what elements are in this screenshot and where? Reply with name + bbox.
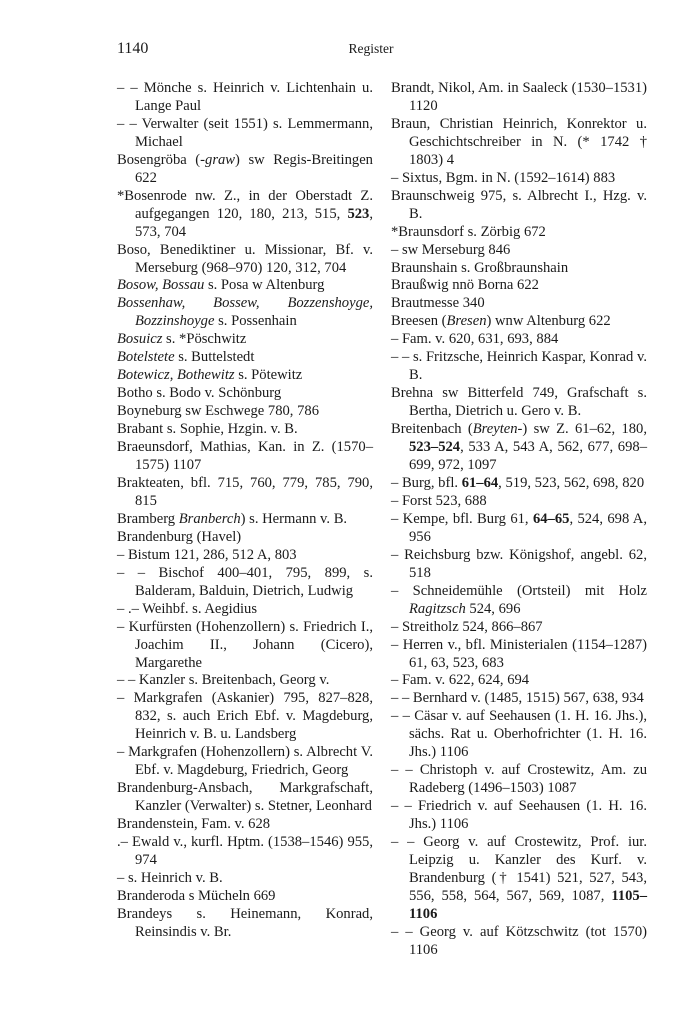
index-entry: – – Bernhard v. (1485, 1515) 567, 638, 934 [391, 690, 644, 707]
index-entry: – Markgrafen (Askanier) 795, 827–828, 832, s. auch Erich Ebf. v. Magdeburg, Heinrich v. B. u. Landsberg [117, 690, 373, 743]
index-entry: Braun, Christian Heinrich, Konrektor u. Geschichtschreiber in N. (* 1742 † 1803) 4 [391, 115, 647, 168]
index-entry: – Sixtus, Bgm. in N. (1592–1614) 883 [391, 169, 616, 186]
index-entry: Breesen (Bresen) wnw Altenburg 622 [391, 313, 611, 330]
index-entry: Braußwig nnö Borna 622 [391, 277, 539, 294]
index-entry: *Braunsdorf s. Zörbig 672 [391, 223, 546, 240]
index-entry: Brabant s. Sophie, Hzgin. v. B. [117, 421, 298, 438]
index-entry: – Fam. v. 620, 631, 693, 884 [391, 331, 559, 348]
index-entry: Branderoda s Mücheln 669 [117, 887, 276, 904]
index-entry: Braunschweig 975, s. Albrecht I., Hzg. v. B. [391, 187, 647, 222]
index-entry: – – Verwalter (seit 1551) s. Lemmermann, Michael [117, 115, 373, 150]
index-entry: – Kurfürsten (Hohenzollern) s. Friedrich I., Joachim II., Johann (Cicero), Margarethe [117, 618, 373, 671]
index-entry: – .– Weihbf. s. Aegidius [117, 600, 258, 617]
index-entry: Brautmesse 340 [391, 295, 485, 312]
index-entry: Brandt, Nikol, Am. in Saaleck (1530–1531) 1120 [391, 80, 647, 114]
index-entry: Botewicz, Bothewitz s. Pötewitz [117, 367, 303, 384]
running-head: Register [348, 41, 394, 56]
index-entry: Brehna sw Bitterfeld 749, Grafschaft s. Bertha, Dietrich u. Gero v. B. [391, 385, 647, 420]
index-entry: Breitenbach (Breyten-) sw Z. 61–62, 180, 523–524, 533 A, 543 A, 562, 677, 698–699, 972, 1097 [391, 421, 647, 474]
index-entry: – – Georg v. auf Crostewitz, Prof. iur. Leipzig u. Kanzler des Kurf. v. Brandenburg († 1541) 521, 527, 543, 556, 558, 564, 567, 569, 1087, 1105–1106 [391, 834, 647, 922]
page-header [117, 40, 625, 62]
index-entry: – Reichsburg bzw. Königshof, angebl. 62, 518 [391, 546, 647, 581]
index-entry: Brakteaten, bfl. 715, 760, 779, 785, 790, 815 [117, 474, 373, 509]
page-number: 1140 [117, 40, 149, 57]
index-entry: – – Mönche s. Heinrich v. Lichtenhain u. Lange Paul [117, 80, 373, 114]
index-entry: – – Friedrich v. auf Seehausen (1. H. 16. Jhs.) 1106 [391, 798, 647, 833]
index-entry: – sw Merseburg 846 [391, 241, 511, 258]
index-entry: – – Christoph v. auf Crostewitz, Am. zu Radeberg (1496–1503) 1087 [391, 762, 647, 797]
index-entry: .– Ewald v., kurfl. Hptm. (1538–1546) 955, 974 [117, 834, 373, 868]
index-entry: Brandeys s. Heinemann, Konrad, Reinsindis v. Br. [117, 905, 373, 940]
index-column-left [117, 80, 373, 942]
index-entry: – – s. Fritzsche, Heinrich Kaspar, Konrad v. B. [391, 349, 647, 384]
index-entry: Brandenburg (Havel) [117, 528, 242, 545]
index-entry: Brandenstein, Fam. v. 628 [117, 816, 271, 833]
index-column-right [391, 80, 647, 960]
index-entry: – – Cäsar v. auf Seehausen (1. H. 16. Jhs.), sächs. Rat u. Oberhofrichter (1. H. 16. Jhs.) 1106 [391, 708, 647, 761]
index-entry: Botelstete s. Buttelstedt [117, 349, 255, 366]
index-entry: – s. Heinrich v. B. [117, 869, 223, 886]
index-entry: – Fam. v. 622, 624, 694 [391, 672, 530, 689]
index-entry: – – Georg v. auf Kötzschwitz (tot 1570) 1106 [391, 923, 647, 958]
index-entry: Boyneburg sw Eschwege 780, 786 [117, 403, 319, 420]
index-entry: – Streitholz 524, 866–867 [391, 618, 543, 635]
index-entry: Braunshain s. Großbraunshain [391, 259, 569, 276]
index-entry: – Burg, bfl. 61–64, 519, 523, 562, 698, 820 [391, 474, 645, 491]
index-entry: Braeunsdorf, Mathias, Kan. in Z. (1570–1575) 1107 [117, 439, 373, 474]
index-entry: Brandenburg-Ansbach, Markgrafschaft, Kanzler (Verwalter) s. Stetner, Leonhard [117, 780, 373, 815]
index-entry: – Markgrafen (Hohenzollern) s. Albrecht V. Ebf. v. Magdeburg, Friedrich, Georg [117, 744, 373, 779]
index-entry: *Bosenrode nw. Z., in der Oberstadt Z. aufgegangen 120, 180, 213, 515, 523, 573, 704 [117, 187, 373, 240]
index-entry: – – Kanzler s. Breitenbach, Georg v. [117, 672, 330, 689]
index-entry: Bossenhaw, Bossew, Bozzenshoyge, Bozzinshoyge s. Possenhain [117, 295, 373, 330]
index-entry: Botho s. Bodo v. Schönburg [117, 385, 282, 402]
index-entry: – Forst 523, 688 [391, 492, 487, 509]
index-entry: – Schneidemühle (Ortsteil) mit Holz Ragitzsch 524, 696 [391, 582, 647, 617]
index-entry: Bosow, Bossau s. Posa w Altenburg [117, 277, 325, 294]
index-entry: Bosengröba (-graw) sw Regis-Breitingen 622 [117, 151, 373, 186]
index-entry: – Herren v., bfl. Ministerialen (1154–1287) 61, 63, 523, 683 [391, 636, 647, 671]
index-entry: Boso, Benediktiner u. Missionar, Bf. v. Merseburg (968–970) 120, 312, 704 [117, 241, 373, 276]
index-entry: – Kempe, bfl. Burg 61, 64–65, 524, 698 A, 956 [391, 510, 647, 545]
index-entry: – Bistum 121, 286, 512 A, 803 [117, 546, 297, 563]
index-entry: Bramberg Branberch) s. Hermann v. B. [117, 510, 348, 527]
index-entry: – – Bischof 400–401, 795, 899, s. Balderam, Balduin, Dietrich, Ludwig [117, 564, 373, 599]
index-entry: Bosuicz s. *Pöschwitz [117, 331, 247, 348]
